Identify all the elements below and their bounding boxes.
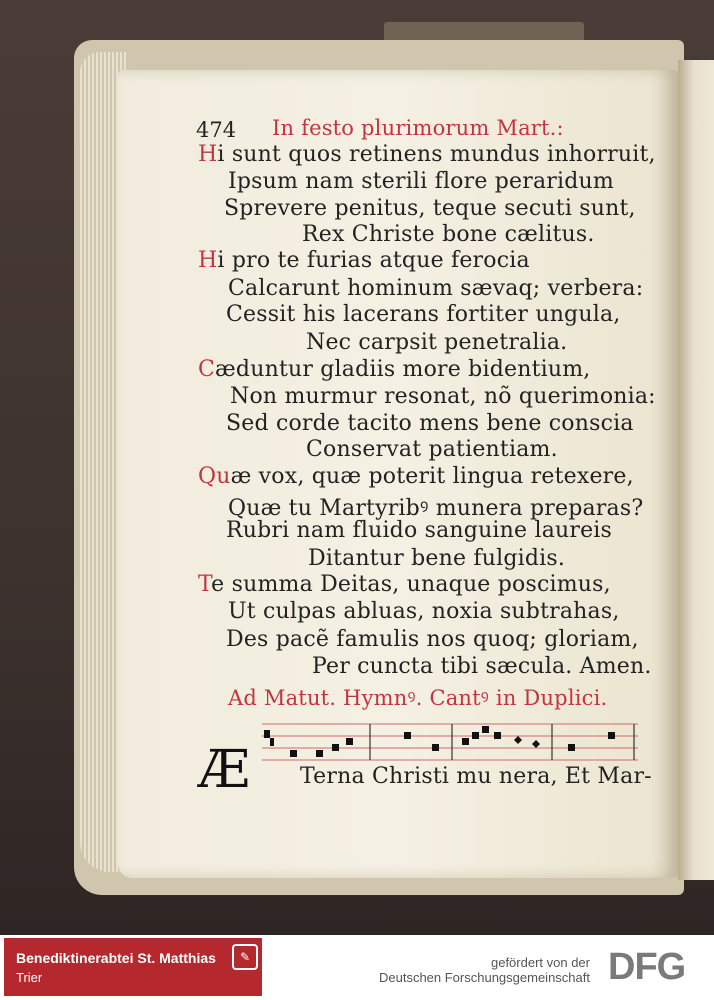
stanza-4-line-3: Rubri nam fluido sanguine laureis: [226, 518, 613, 543]
stanza-3-line-1: Cæduntur gladiis more bidentium,: [198, 357, 591, 382]
institution-city: Trier: [16, 970, 43, 985]
note-neume: [482, 726, 489, 733]
rubric: Ad Matut. Hymnꝰ. Cantꝰ in Duplici.: [228, 686, 608, 710]
stanza-4-line-1: Quæ vox, quæ poterit lingua retexere,: [198, 464, 634, 489]
note-neume: [514, 736, 522, 744]
stanza-3-line-2: Non murmur resonat, nõ querimonia:: [230, 384, 656, 409]
clef: [264, 730, 270, 738]
note-neume: [332, 744, 339, 751]
note-neume: [404, 732, 411, 739]
dfg-logo[interactable]: DFG: [608, 946, 686, 988]
note-neume: [346, 738, 353, 745]
facing-page-edge: [678, 60, 714, 880]
stanza-2-line-1: Hi pro te furias atque ferocia: [198, 248, 530, 273]
stanza-4-initial: Qu: [198, 464, 231, 489]
stanza-5-line-1: Te summa Deitas, unaque poscimus,: [198, 572, 611, 597]
note-neume: [494, 732, 501, 739]
stanza-5-line-4: Per cuncta tibi sæcula. Amen.: [312, 654, 652, 679]
stanza-4-line-2: Quæ tu Martyribꝰ munera preparas?: [228, 496, 644, 521]
stanza-3-line-4: Conservat patientiam.: [306, 437, 558, 462]
institution-name[interactable]: Benediktinerabtei St. Matthias: [16, 950, 216, 966]
page-number: 474: [196, 118, 237, 142]
stanza-5-initial: T: [198, 572, 212, 597]
note-neume: [532, 740, 540, 748]
note-neume: [432, 744, 439, 751]
running-head: In festo plurimorum Mart.:: [272, 116, 564, 140]
stanza-1-line-4: Rex Christe bone cælitus.: [302, 222, 595, 247]
music-text: Terna Christi mu nera, Et Mar-: [300, 764, 652, 789]
stanza-2-line-4: Nec carpsit penetralia.: [306, 330, 568, 355]
note-neume: [462, 738, 469, 745]
music-initial: Æ: [198, 740, 251, 800]
stanza-1-line-3: Sprevere penitus, teque secuti sunt,: [224, 196, 636, 221]
note-neume: [472, 732, 479, 739]
stanza-2-initial: H: [198, 248, 218, 273]
stanza-5-line-2: Ut culpas abluas, noxia subtrahas,: [228, 599, 620, 624]
funding-line-1: gefördert von der: [490, 955, 590, 970]
note-neume: [568, 744, 575, 751]
stanza-1-initial: H: [198, 142, 218, 167]
note-neume: [316, 750, 323, 757]
stanza-3-initial: C: [198, 357, 216, 382]
funding-line-2: Deutschen Forschungsgemeinschaft: [378, 970, 590, 985]
stanza-2-line-3: Cessit his lacerans fortiter ungula,: [226, 302, 621, 327]
stanza-4-line-4: Ditantur bene fulgidis.: [308, 546, 566, 571]
stanza-1-line-1: Hi sunt quos retinens mundus inhorruit,: [198, 142, 656, 167]
note-neume: [608, 732, 615, 739]
clef: [270, 738, 274, 746]
stanza-3-line-3: Sed corde tacito mens bene conscia: [226, 411, 634, 436]
institution-banner[interactable]: [4, 938, 262, 996]
institution-logo-icon: ✎: [232, 944, 258, 970]
stanza-1-line-2: Ipsum nam sterili flore peraridum: [228, 169, 614, 194]
stanza-5-line-3: Des pacẽ famulis nos quoq; gloriam,: [226, 627, 639, 652]
stanza-2-line-2: Calcarunt hominum sævaq; verbera:: [228, 276, 644, 301]
note-neume: [290, 750, 297, 757]
